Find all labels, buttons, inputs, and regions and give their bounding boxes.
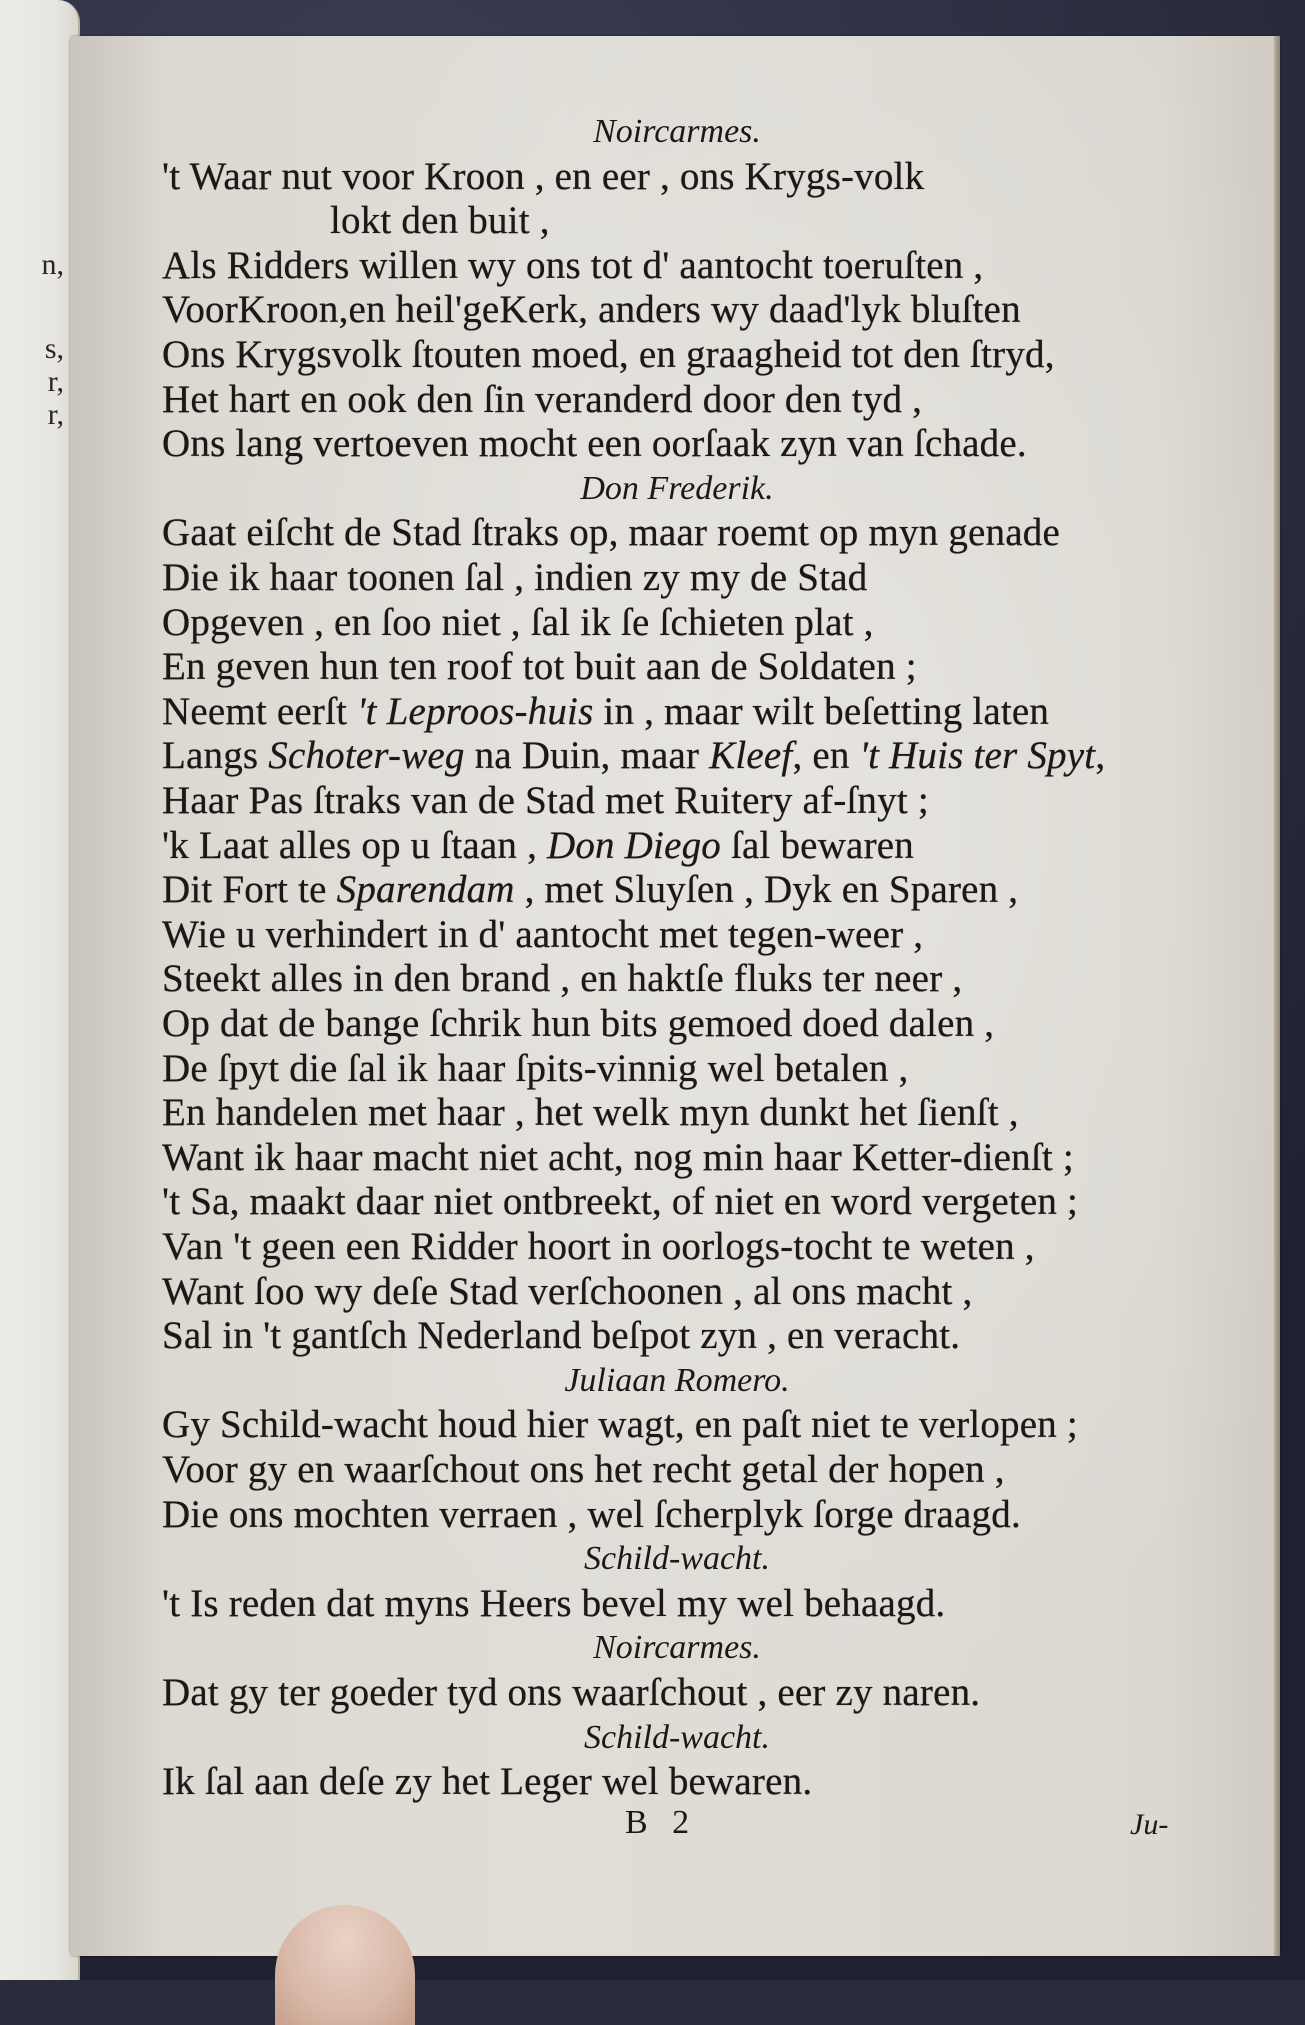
- speaker-heading: Noircarmes.: [593, 1629, 761, 1667]
- verse-line: 't Sa, maakt daar niet ontbreekt, of niet en word vergeten ;: [162, 1180, 1079, 1224]
- verse-line: [162, 734, 1105, 778]
- signature-mark: B 2: [625, 1804, 698, 1841]
- verse-line: [162, 824, 914, 868]
- facing-page-fragment: s,: [44, 332, 64, 365]
- italic-proper-name: Sparendam: [336, 868, 515, 912]
- verse-line: Ons lang vertoeven mocht een oorſaak zyn van ſchade.: [162, 422, 1027, 466]
- verse-line: Haar Pas ſtraks van de Stad met Ruitery af-ſnyt ;: [162, 779, 929, 822]
- verse-line: [162, 868, 1018, 912]
- speaker-heading: Schild-wacht.: [583, 1540, 771, 1578]
- facing-page-fragment: r,: [47, 365, 64, 398]
- verse-line: Het hart en ook den ſin veranderd door den tyd ,: [162, 377, 923, 421]
- speaker-heading: Noircarmes.: [593, 113, 761, 150]
- facing-page-fragment: n,: [41, 248, 64, 281]
- verse-line-continuation: lokt den buit ,: [330, 199, 550, 243]
- verse-line: De ſpyt die ſal ik haar ſpits-vinnig wel betalen ,: [162, 1046, 909, 1090]
- verse-line: En handelen met haar , het welk myn dunkt het ſienſt ,: [162, 1091, 1019, 1135]
- verse-line: [162, 690, 1049, 734]
- verse-text: na Duin, maar: [464, 734, 710, 778]
- verse-line: Die ik haar toonen ſal , indien zy my de Stad: [162, 556, 868, 599]
- verse-line: Van 't geen een Ridder hoort in oorlogs-tocht te weten ,: [162, 1225, 1035, 1268]
- verse-line: Als Ridders willen wy ons tot d' aantocht toeruſten ,: [162, 243, 984, 287]
- verse-line: Wie u verhindert in d' aantocht met tegen-weer ,: [162, 912, 924, 956]
- page-fore-edge: [1274, 36, 1280, 1956]
- facing-page-fragment: r,: [47, 398, 64, 431]
- verse-line: Gy Schild-wacht houd hier wagt, en paſt niet te verlopen ;: [162, 1403, 1078, 1447]
- verse-line: Ik ſal aan deſe zy het Leger wel bewaren.: [162, 1760, 813, 1804]
- verse-text: Dit Fort te: [162, 868, 337, 912]
- verse-text: ſal bewaren: [721, 823, 914, 867]
- verse-text: , met Sluyſen , Dyk en Sparen ,: [514, 868, 1019, 912]
- verse-line: Ons Krygsvolk ſtouten moed, en graagheid tot den ſtryd,: [162, 333, 1055, 376]
- italic-proper-name: Schoter-weg: [268, 734, 465, 778]
- italic-proper-name: 't Leproos-huis: [357, 689, 594, 733]
- verse-text: ,: [1095, 734, 1106, 778]
- verse-line: Steekt alles in den brand , en haktſe fluks ter neer ,: [162, 957, 963, 1001]
- speaker-heading: Schild-wacht.: [583, 1718, 771, 1756]
- verse-line: VoorKroon,en heil'geKerk, anders wy daad'lyk bluſten: [162, 288, 1021, 332]
- verse-line: 't Waar nut voor Kroon , en eer , ons Krygs-volk: [162, 154, 925, 198]
- book-page: [70, 36, 1280, 1956]
- verse-text: 'k Laat alles op u ſtaan ,: [162, 823, 547, 867]
- speaker-heading: Juliaan Romero.: [564, 1361, 790, 1399]
- verse-line: Want ſoo wy deſe Stad verſchoonen , al ons macht ,: [162, 1269, 973, 1313]
- speaker-heading: Don Frederik.: [580, 469, 774, 507]
- verse-text: in , maar wilt beſetting laten: [593, 689, 1050, 733]
- verse-text: Langs: [162, 734, 269, 778]
- verse-text: , en: [792, 734, 860, 778]
- verse-line: Voor gy en waarſchout ons het recht getal der hopen ,: [162, 1448, 1005, 1491]
- verse-line: Die ons mochten verraen , wel ſcherplyk ſorge draagd.: [162, 1492, 1021, 1536]
- verse-line: Gaat eiſcht de Stad ſtraks op, maar roemt op myn genade: [162, 511, 1060, 555]
- verse-line: Opgeven , en ſoo niet , ſal ik ſe ſchieten plat ,: [162, 600, 874, 644]
- italic-proper-name: Don Diego: [546, 823, 721, 867]
- catchword: Ju-: [1130, 1808, 1169, 1841]
- verse-line: Sal in 't gantſch Nederland beſpot zyn , en veracht.: [162, 1314, 961, 1358]
- verse-line: Op dat de bange ſchrik hun bits gemoed doed dalen ,: [162, 1002, 995, 1045]
- verse-line: Want ik haar macht niet acht, nog min haar Ketter-dienſt ;: [162, 1135, 1074, 1179]
- verse-line: En geven hun ten roof tot buit aan de Soldaten ;: [162, 645, 917, 689]
- italic-proper-name: 't Huis ter Spyt: [859, 734, 1096, 778]
- verse-text: Neemt eerſt: [162, 689, 358, 733]
- verse-line: Dat gy ter goeder tyd ons waarſchout , eer zy naren.: [162, 1671, 981, 1714]
- italic-proper-name: Kleef: [709, 734, 793, 778]
- verse-line: 't Is reden dat myns Heers bevel my wel behaagd.: [162, 1581, 946, 1625]
- facing-page-edge: [0, 0, 80, 1980]
